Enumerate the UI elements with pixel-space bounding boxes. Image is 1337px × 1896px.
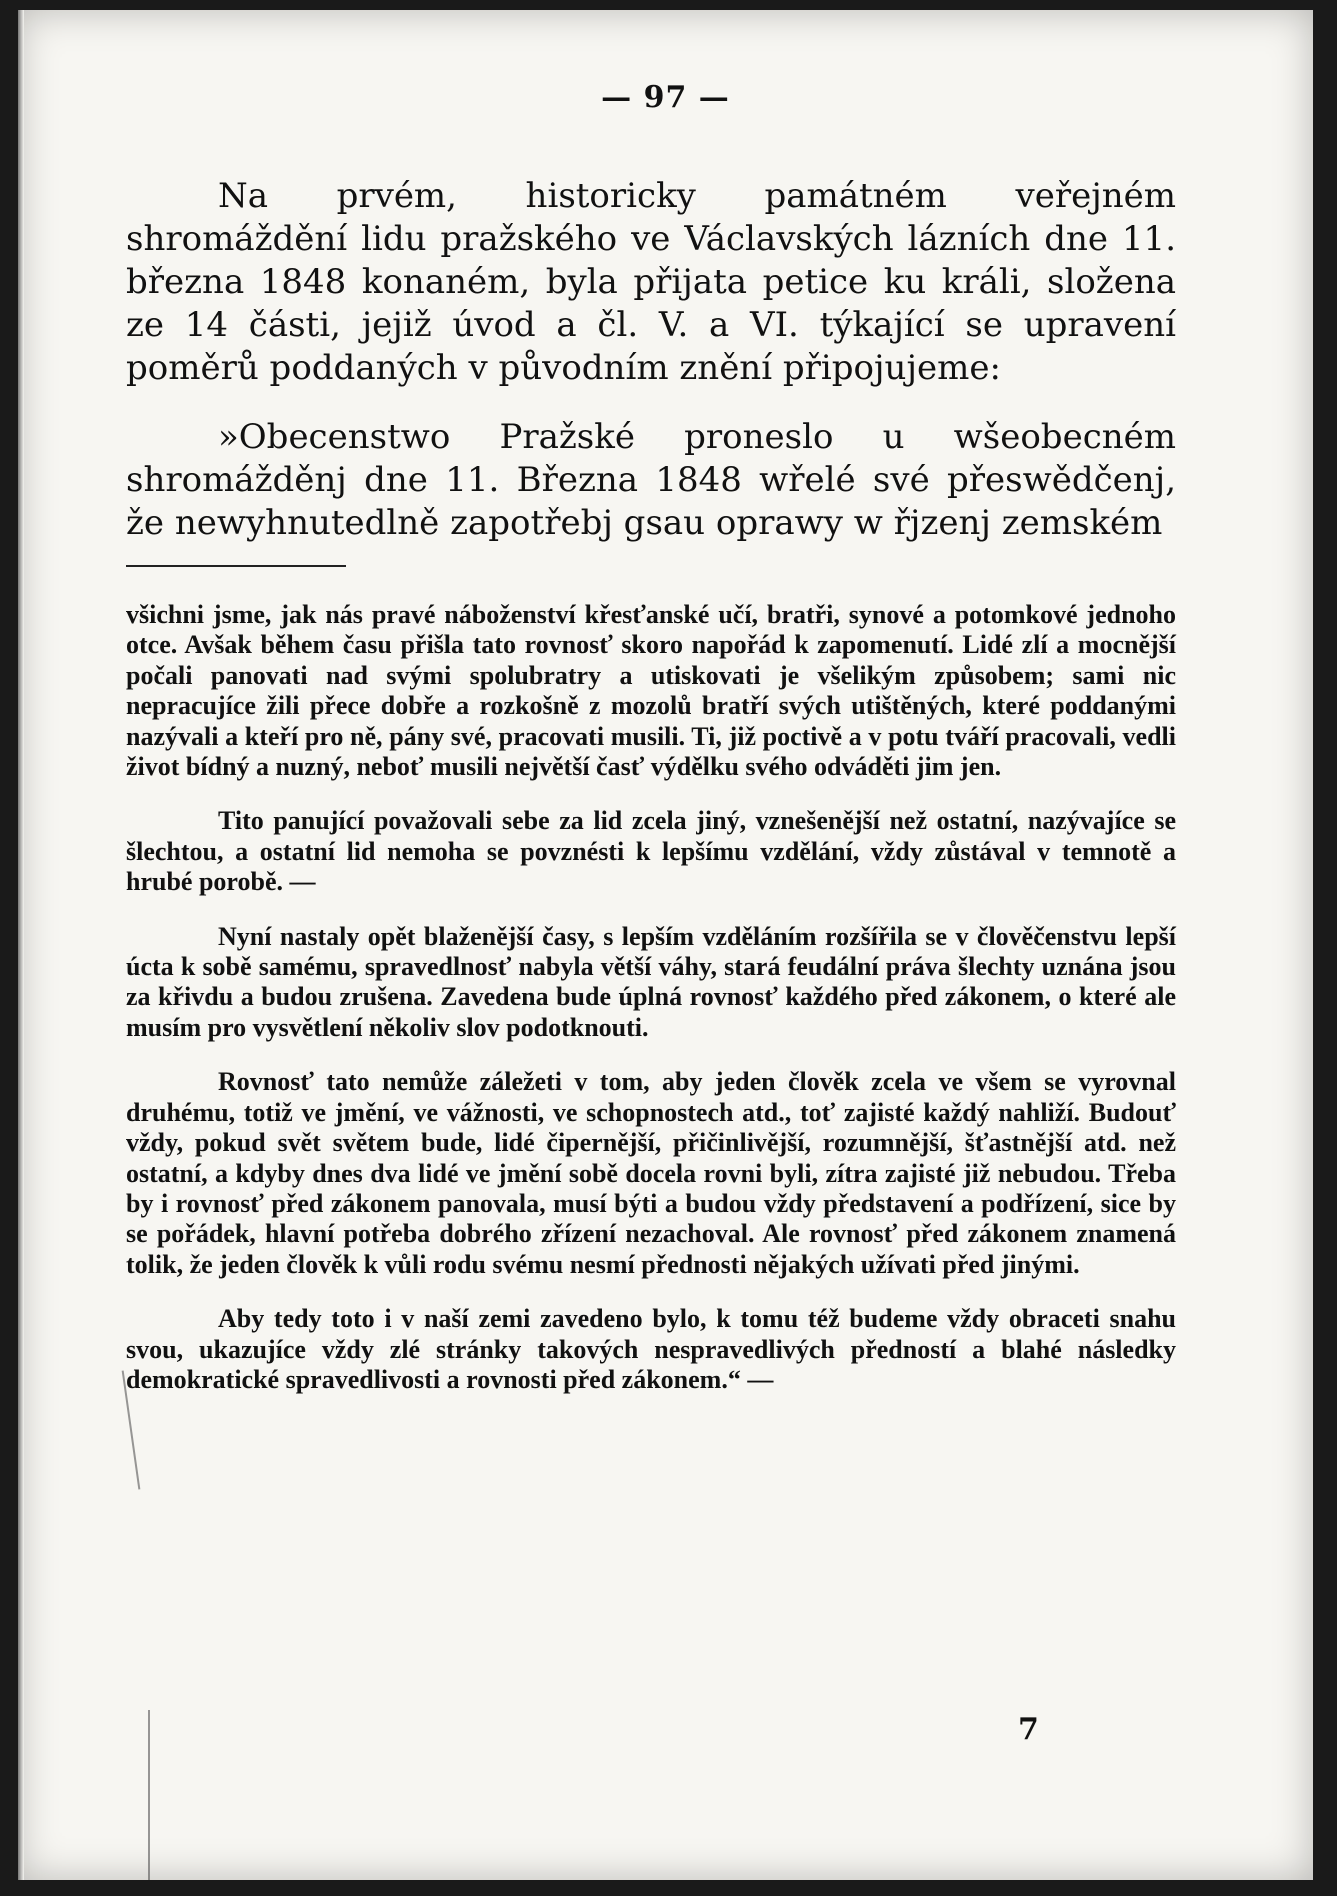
scan-scratch xyxy=(148,1710,150,1880)
intro-text xyxy=(126,175,1176,545)
intro-paragraph: Na prvém, historicky památném veřejném shromáždění lidu pražského ve Václavských lázních dne 11. března 1848 konaném, byla přijata petice ku králi, složena ze 14 části, jejiž úvod a čl. V. a VI. týkající se upravení poměrů poddaných v původním znění připojujeme: xyxy=(126,176,1176,388)
body-paragraph: Nyní nastaly opět blaženější časy, s lepším vzděláním rozšířila se v člověčenstvu lepší úcta k sobě samému, spravedlnosť nabyla větší váhy, stará feudální práva šlechty uznána jsou za křivdu a budou zrušena. Zavedena bude úplná rovnosť každého před zákonem, o které ale musím pro vysvětlení několiv slov podotknouti. xyxy=(126,921,1176,1042)
page-number: — 97 — xyxy=(601,80,730,115)
body-paragraph: Tito panující považovali sebe za lid zcela jiný, vznešenější než ostatní, nazývajíce se šlechtou, a ostatní lid nemoha se povznésti k lepšímu vzdělání, vždy zůstával v temnotě a hrubé porobě. — xyxy=(126,806,1176,897)
body-paragraph: Aby tedy toto i v naší zemi zavedeno bylo, k tomu též budeme vždy obraceti snahu svou, ukazujíce vždy zlé stránky takových nespravedlivých předností a blahé následky demokratické spravedlivosti a rovnosti před zákonem.“ — xyxy=(126,1304,1176,1394)
page-edge-shadow xyxy=(18,10,24,1880)
document-page xyxy=(18,10,1313,1880)
petition-body xyxy=(126,600,1176,1419)
body-paragraph: Rovnosť tato nemůže záležeti v tom, aby jeden člověk zcela ve všem se vyrovnal druhému, totiž ve jmění, ve vážnosti, ve schopnostech atd., toť zajisté každý nahliží. Budouť vždy, pokud svět světem bude, lidé čipernější, přičinlivější, rozumnější, šťastnější atd. než ostatní, a kdyby dnes dva lidé ve jmění sobě docela rovni byli, zítra zajisté již nebudou. Třeba by i rovnosť před zákonem panovala, musí býti a budou vždy představení a podřízení, sice by se pořádek, hlavní potřeba dobrého zřízení nezachoval. Ale rovnosť před zákonem znamená tolik, že jeden člověk k vůli rodu svému nesmí přednosti nějakých užívati před jinými. xyxy=(126,1067,1176,1279)
signature-mark: 7 xyxy=(1018,1712,1039,1747)
body-paragraph: všichni jsme, jak nás pravé náboženství křesťanské učí, bratři, synové a potomkové jednoho otce. Avšak během času přišla tato rovnosť skoro napořád k zapomenutí. Lidé zlí a mocnější počali panovati nad svými spolubratry a utiskovati je všelikým způsobem; sami nic nepracujíce žili přece dobře a rozkošně z mozolů bratří svých utištěných, které poddanými nazývali a kteří pro ně, pány své, pracovati musili. Ti, již poctivě a v potu tváří pracovali, vedli život bídný a nuzný, neboť musili největší časť výdělku svého odváděti jim jen. xyxy=(126,600,1176,782)
section-divider xyxy=(126,565,346,567)
petition-quote-paragraph: »Obecenstwo Pražské proneslo u wšeobecném shromážděnj dne 11. Března 1848 wřelé své přeswědčenj, že newyhnutedlně zapotřebj gsau oprawy w řjzenj zemském xyxy=(126,417,1176,543)
